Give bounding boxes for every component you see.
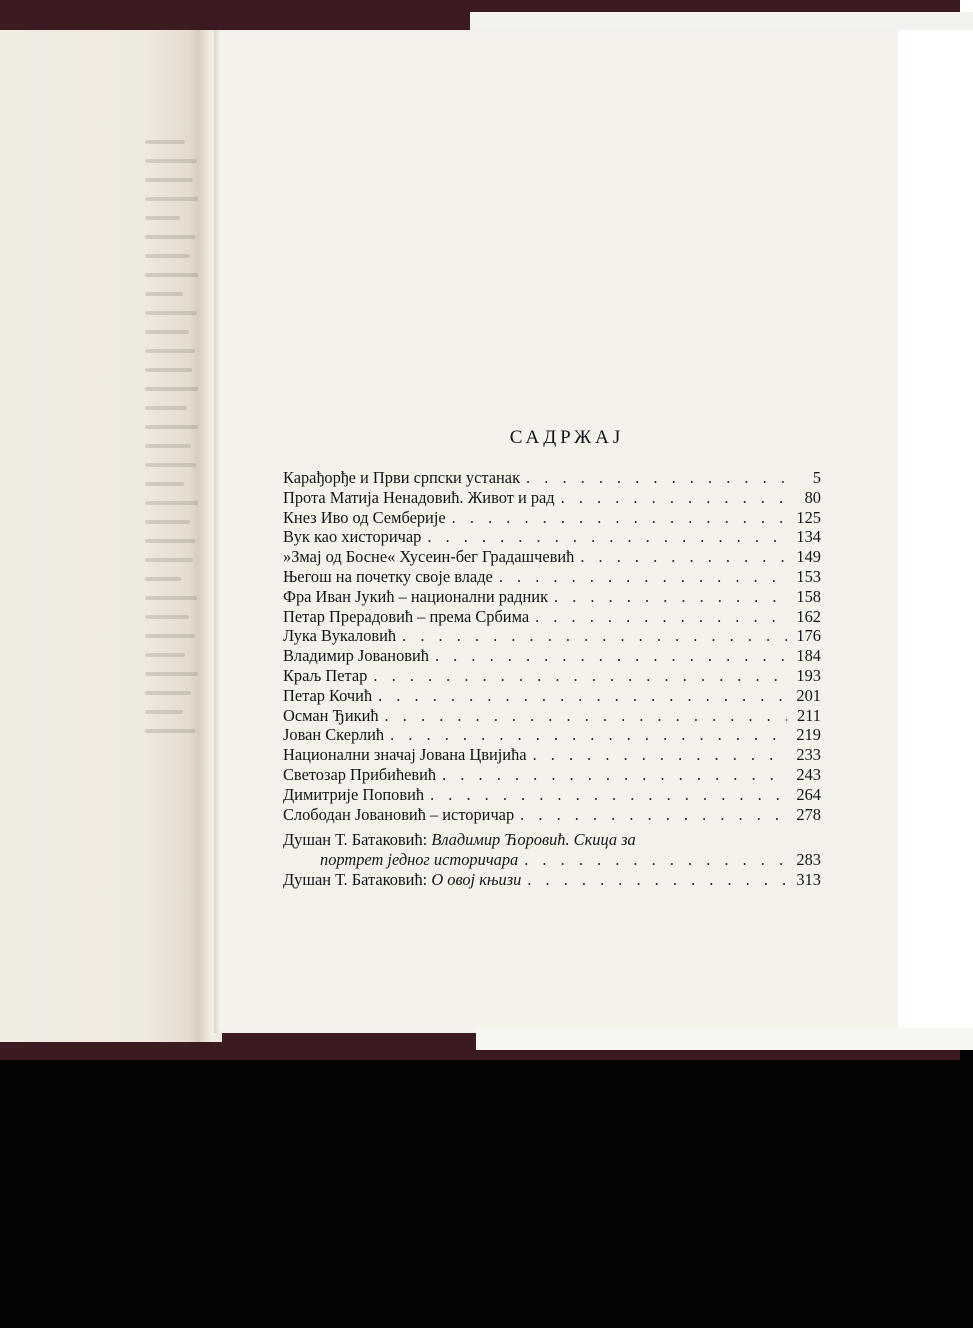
- toc-entry-page: 264: [796, 784, 821, 804]
- toc-entry-title: Петар Кочић: [283, 685, 373, 705]
- leader-dots: [526, 468, 787, 488]
- toc-entry-page: 149: [796, 547, 821, 567]
- toc-entry: [283, 706, 821, 726]
- leader-dots: [452, 508, 787, 528]
- toc-title: САДРЖАЈ: [509, 427, 625, 448]
- toc-entry: [283, 765, 821, 785]
- toc-entry: [283, 666, 821, 686]
- toc-entry-title: »Змај од Босне« Хусеин-бег Градашчевић: [283, 547, 575, 567]
- toc-entry-title: Његош на почетку своје владе: [283, 566, 493, 586]
- toc-entry-page: 176: [796, 626, 821, 646]
- appendix-page: 313: [796, 869, 821, 889]
- toc-appendix-entry-cont: [283, 850, 821, 870]
- table-of-contents: [283, 427, 821, 890]
- leader-dots: [378, 686, 787, 706]
- toc-entry: [283, 646, 821, 666]
- toc-entry: [283, 567, 821, 587]
- leader-dots: [435, 646, 787, 666]
- leader-dots: [499, 567, 787, 587]
- leader-dots: [524, 850, 787, 870]
- leader-dots: [561, 488, 787, 508]
- toc-entry-title: Димитрије Поповић: [283, 784, 425, 804]
- toc-entry: [283, 805, 821, 825]
- toc-entry-title: Карађорђе и Први српски устанак: [283, 468, 521, 487]
- left-page: [0, 30, 205, 1042]
- leader-dots: [402, 626, 787, 646]
- toc-entry-page: 162: [796, 606, 821, 626]
- toc-entry: [283, 488, 821, 508]
- leader-dots: [430, 785, 787, 805]
- page-margin: [898, 30, 973, 1030]
- toc-entry: [283, 468, 821, 488]
- toc-entry-title: Краљ Петар: [283, 665, 368, 685]
- appendix-title-line1: О овој књизи: [431, 869, 522, 889]
- toc-entry-title: Владимир Јовановић: [283, 646, 429, 666]
- paper-strip-bottom: [476, 1028, 973, 1050]
- leader-dots: [520, 805, 787, 825]
- toc-entry-page: 158: [796, 586, 821, 606]
- appendix-title-line2: портрет једног историчара: [320, 850, 519, 870]
- toc-entry: [283, 607, 821, 627]
- toc-appendix-entry: [283, 830, 821, 850]
- toc-entry-page: 233: [796, 745, 821, 765]
- toc-entry-title: Лука Вукаловић: [283, 626, 397, 646]
- toc-entry: [283, 527, 821, 547]
- toc-entry-page: 80: [804, 487, 821, 507]
- toc-entries: [283, 468, 821, 824]
- toc-entry-title: Национални значај Јована Цвијића: [283, 745, 527, 765]
- leader-dots: [385, 706, 787, 726]
- toc-entry: [283, 508, 821, 528]
- toc-entry: [283, 686, 821, 706]
- toc-appendix-entry: [283, 870, 821, 890]
- toc-entry-page: 219: [796, 725, 821, 745]
- toc-entry: [283, 785, 821, 805]
- toc-entry-title: Вук као хисторичар: [283, 527, 422, 547]
- leader-dots: [580, 547, 787, 567]
- toc-entry-page: 5: [812, 468, 821, 487]
- toc-entry: [283, 547, 821, 567]
- toc-entry-title: Светозар Прибићевић: [283, 764, 437, 784]
- leader-dots: [535, 607, 787, 627]
- toc-entry-title: Фра Иван Јукић – национални радник: [283, 586, 549, 606]
- toc-entry-page: 201: [796, 685, 821, 705]
- toc-entry: [283, 725, 821, 745]
- appendix-title-line1: Владимир Ћоровић. Скица за: [431, 830, 636, 850]
- leader-dots: [527, 870, 787, 890]
- left-page-bleed-text: [145, 140, 200, 748]
- toc-entry-title: Петар Прерадовић – према Србима: [283, 606, 530, 626]
- toc-entry-title: Прота Матија Ненадовић. Живот и рад: [283, 487, 555, 507]
- appendix-author: Душан Т. Батаковић:: [283, 869, 428, 889]
- leader-dots: [554, 587, 787, 607]
- leader-dots: [373, 666, 787, 686]
- toc-entry-page: 211: [797, 705, 821, 725]
- toc-entry-page: 125: [796, 507, 821, 527]
- toc-entry-page: 153: [796, 566, 821, 586]
- leader-dots: [533, 745, 787, 765]
- toc-entry-title: Слободан Јовановић – историчар: [283, 804, 515, 824]
- appendix-author: Душан Т. Батаковић:: [283, 830, 428, 850]
- toc-entry-page: 193: [796, 665, 821, 685]
- background-dark: [0, 1050, 973, 1328]
- toc-entry-page: 243: [796, 764, 821, 784]
- toc-entry: [283, 587, 821, 607]
- toc-entry-title: Јован Скерлић: [283, 725, 385, 745]
- leader-dots: [427, 527, 787, 547]
- toc-entry-title: Кнез Иво од Семберије: [283, 507, 446, 527]
- toc-entry: [283, 626, 821, 646]
- toc-entry-page: 134: [796, 527, 821, 547]
- toc-entry-page: 184: [796, 646, 821, 666]
- toc-entry: [283, 745, 821, 765]
- toc-entry-page: 278: [796, 804, 821, 824]
- leader-dots: [442, 765, 787, 785]
- toc-entry-title: Осман Ђикић: [283, 705, 379, 725]
- appendix-page: 283: [796, 850, 821, 870]
- leader-dots: [390, 725, 787, 745]
